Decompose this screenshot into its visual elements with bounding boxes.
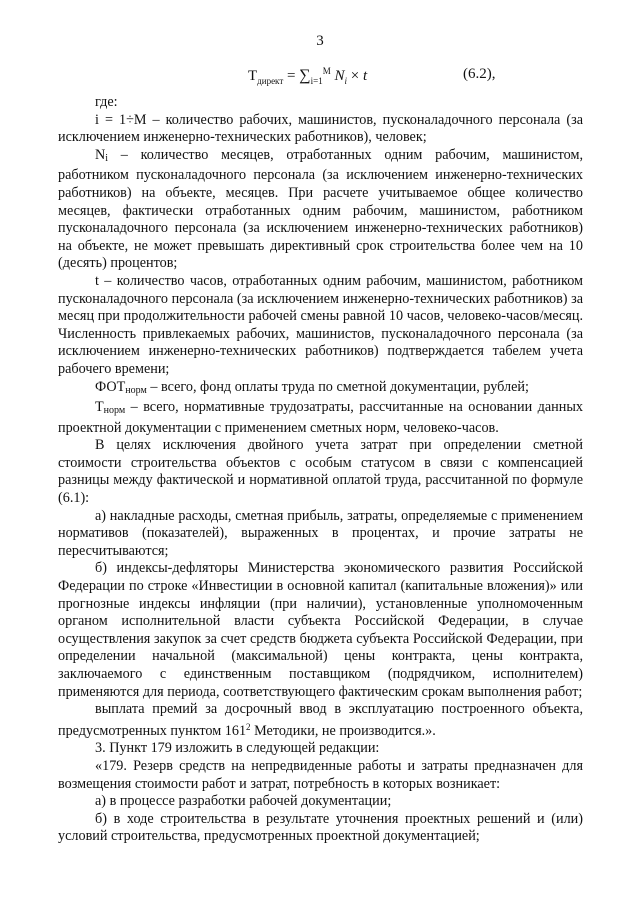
formula-T: T (248, 68, 258, 84)
definition-i: i = 1÷M – количество рабочих, машинистов, пусконаладочного персонала (за исключением инженерно-технических работников), человек; (58, 111, 583, 146)
definition-t: t – количество часов, отработанных одним рабочим, машинистом, работником пусконаладочного персонала (за исключением инженерно-технических работников) за месяц при продолжительности рабочей смены равной 10 часов, человеко-часов/месяц. Численность привлекаемых рабочих, машинистов, пусконаладочного персонала (за исключением инженерно-технических работников) подтверждается табелем учета рабочего времени; (58, 272, 583, 377)
paragraph-point-3: 3. Пункт 179 изложить в следующей редакции: (95, 740, 380, 757)
definition-ni: $N_i$ – количество месяцев, отработанных одним рабочим, машинистом, работником пусконаладочного персонала (за исключением инженерно-технических работников) на объекте, месяцев. При расчете учитываемое общее количество месяцев, фактически отработанных одним рабочим, машинистом, работником пусконаладочного персонала (за исключением инженерно-технических работников) на объекте, не может превышать директивный срок строительства более чем на 10 (десять) процентов; (58, 146, 583, 272)
formula-sum-lower: i=1 (310, 76, 323, 86)
where-label: где: (95, 94, 118, 110)
definition-fot: $ФОТ_{норм}$ – всего, фонд оплаты труда по сметной документации, рублей; (95, 378, 529, 396)
definition-tnorm: $T_{норм}$ – всего, нормативные трудозатраты, рассчитанные на основании данных проектной документации с применением сметных норм, человеко-часов. (58, 399, 583, 436)
tnorm-subscript: норм (103, 405, 126, 417)
ni-subscript: i (105, 152, 109, 164)
formula-sum-upper: M (322, 66, 331, 76)
fot-subscript: норм (125, 384, 147, 396)
paragraph-bonus: выплата премий за досрочный ввод в эксплуатацию построенного объекта, предусмотренных пунктом $161^2$ Методики, не производится.». (58, 701, 583, 739)
formula-sum-sign: ∑ (299, 67, 311, 84)
formula-N-subscript: i (344, 76, 347, 86)
document-body (58, 94, 583, 846)
formula-T-subscript: директ (257, 76, 284, 86)
formula-6-2 (248, 66, 496, 86)
list-item-179a: а) в процессе разработки рабочей документации; (95, 793, 392, 810)
formula-equals: = (287, 68, 296, 84)
list-item-a: а) накладные расходы, сметная прибыль, затраты, определяемые с применением нормативов (показателей), выраженных в процентах, и прочие затраты не пересчитываются; (58, 507, 583, 559)
formula-times: × (350, 68, 360, 84)
paragraph-exclusion: В целях исключения двойного учета затрат при определении сметной стоимости строительства объектов с особым статусом в связи с компенсацией разницы между фактической и нормативной оплатой труда, рассчитанной по формуле (6.1): (58, 437, 583, 507)
formula-lhs (248, 68, 283, 84)
bonus-superscript: 2 (246, 721, 251, 732)
formula-number: (6.2), (463, 66, 496, 82)
formula-N: N (334, 68, 345, 84)
list-item-179b: б) в ходе строительства в результате уточнения проектных решений и (или) условий строительства, предусмотренных проектной документацией; (58, 810, 583, 845)
page-number: 3 (316, 33, 324, 49)
list-item-b: б) индексы-дефляторы Министерства экономического развития Российской Федерации по строке «Инвестиции в основной капитал (капитальные вложения)» или прогнозные индексы инфляции (при наличии), установленные уполномоченным органом исполнительной власти субъекта Российской Федерации, в случае осуществления закупок за счет средств бюджета субъекта Российской Федерации, при определении начальной (максимальной) цены контракта, цены контракта, заключаемого с единственным поставщиком (подрядчиком, исполнителем) применяются для периода, соответствующего фактическим срокам выполнения работ; (58, 560, 583, 700)
paragraph-179: «179. Резерв средств на непредвиденные работы и затраты предназначен для возмещения стоимости работ и затрат, потребность в которых возникает: (58, 757, 583, 792)
formula-t: t (362, 68, 368, 84)
